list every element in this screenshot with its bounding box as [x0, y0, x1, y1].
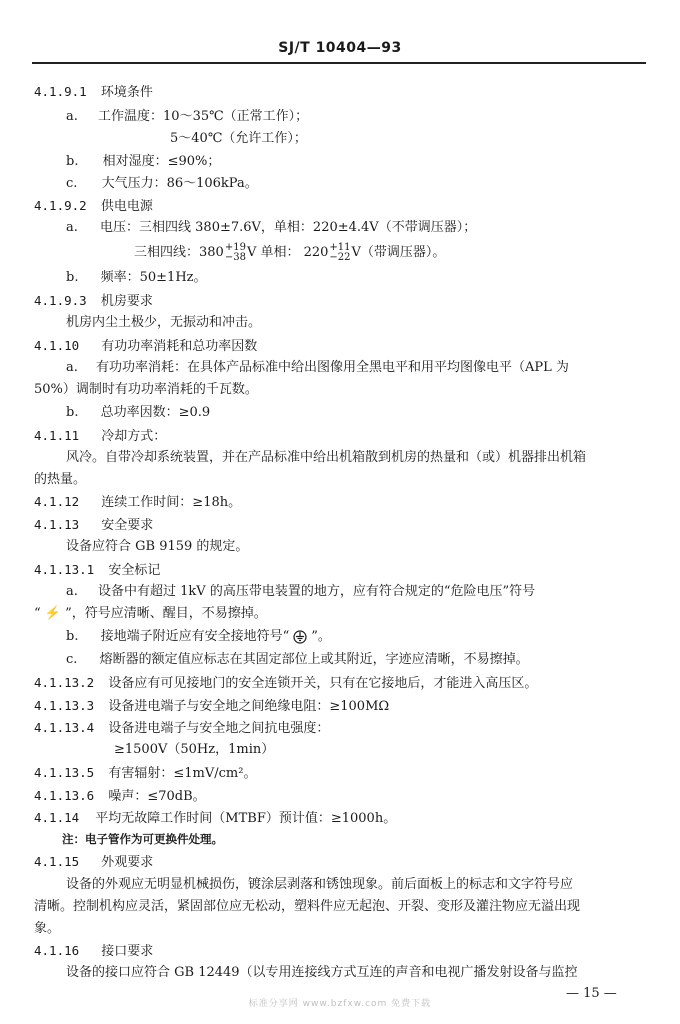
item-text: 熔断器的额定值应标志在其固定部位上或其附近，字迹应清晰，不易擦掉。: [99, 652, 529, 667]
cooling-text: 风冷。自带冷却系统装置，并在产品标准中给出机箱散到机房的热量和（或）机器排出机箱: [66, 450, 587, 465]
clause-title: 外观要求: [101, 855, 154, 870]
appearance-text: 设备的外观应无明显机械损伤，镀涂层剥落和锈蚀现象。前后面板上的标志和文字符号应: [66, 877, 574, 892]
clause-4-1-13-2: [34, 673, 537, 694]
item-text: 设备中有超过 1kV 的高压带电装置的地方，应有符合规定的“危险电压”符号: [98, 584, 536, 599]
item-a-voltage: [66, 218, 476, 238]
clause-number: 4.1.16: [34, 943, 80, 958]
item-text: 频率：50±1Hz。: [100, 270, 207, 285]
three-phase-label: 三相四线：380: [134, 245, 224, 260]
clause-title: 机房要求: [100, 294, 153, 309]
clause-4-1-9-3: [34, 291, 153, 312]
clause-number: 4.1.13.3: [34, 698, 95, 713]
header-rule: [32, 62, 646, 64]
clause-number: 4.1.13.6: [34, 788, 95, 803]
item-a-active-power: [66, 358, 569, 378]
item-c-pressure: [66, 174, 258, 194]
item-text: 大气压力：86～106kPa。: [101, 176, 258, 191]
clause-4-1-13: [34, 515, 153, 536]
clause-title: 接口要求: [101, 944, 154, 959]
clause-title: 冷却方式：: [101, 429, 167, 444]
clause-title: 供电电源: [100, 199, 153, 214]
item-text: 有功功率消耗：在具体产品标准中给出图像用全黑电平和用平均图像电平（APL 为: [96, 360, 569, 375]
regulator-note: V（带调压器）。: [351, 245, 446, 260]
clause-4-1-13-3: [34, 696, 389, 717]
clause-number: 4.1.14: [34, 810, 80, 825]
mtbf-note: 注：电子管作为可更换件处理。: [62, 832, 223, 846]
clause-number: 4.1.15: [34, 854, 80, 869]
tolerance-fraction-1: [225, 243, 246, 263]
item-text-end: ”。: [311, 629, 331, 644]
room-requirement-text: 机房内尘土极少，无振动和冲击。: [66, 315, 262, 330]
protective-earth-icon: [293, 630, 307, 644]
clause-number: 4.1.13: [34, 517, 80, 532]
tolerance-lower: −22: [329, 251, 351, 263]
item-marker: a.: [66, 109, 78, 124]
clause-4-1-13-6: [34, 786, 206, 807]
item-c-fuse-mark: [66, 650, 529, 670]
item-a-temperature: [66, 107, 308, 127]
clause-4-1-13-5: [34, 763, 256, 784]
clause-number: 4.1.9.2: [34, 198, 87, 213]
item-a-high-voltage-mark: [66, 582, 535, 602]
clause-number: 4.1.12: [34, 494, 80, 509]
watermark: 标准分享网 www.bzfxw.com 免费下载: [248, 999, 432, 1009]
clause-title: 安全要求: [101, 518, 154, 533]
tolerance-lower: −38: [224, 251, 246, 263]
standard-code-header: SJ/T 10404—93: [278, 40, 402, 56]
safety-standard-text: 设备应符合 GB 9159 的规定。: [66, 539, 249, 554]
item-marker: b.: [66, 270, 79, 285]
item-text: 相对湿度：≤90%；: [102, 154, 221, 169]
clause-number: 4.1.11: [34, 428, 80, 443]
item-marker: a.: [66, 220, 78, 235]
interface-text: 设备的接口应符合 GB 12449（以专用连接线方式互连的声音和电视广播发射设备与监控: [66, 965, 578, 980]
page-number: — 15 —: [566, 986, 617, 1001]
item-marker: b.: [66, 154, 79, 169]
item-marker: c.: [66, 176, 78, 191]
clause-text: 平均无故障工作时间（MTBF）预计值：≥1000h。: [95, 811, 397, 826]
dielectric-strength-value: ≥1500V（50Hz，1min）: [114, 742, 275, 757]
tolerance-fraction-2: [329, 243, 350, 263]
item-b-frequency: [66, 268, 207, 288]
clause-title: 环境条件: [100, 85, 153, 100]
clause-number: 4.1.9.3: [34, 293, 87, 308]
voltage-with-regulator: [134, 240, 445, 266]
appearance-text-end: 象。: [34, 921, 61, 936]
clause-number: 4.1.13.1: [34, 562, 95, 577]
clause-4-1-12: [34, 492, 241, 513]
item-marker: b.: [66, 629, 79, 644]
item-text: 电压：三相四线 380±7.6V，单相：220±4.4V（不带调压器）；: [100, 220, 477, 235]
clause-title: 有功功率消耗和总功率因数: [101, 339, 258, 354]
item-marker: a.: [66, 360, 78, 375]
item-marker: b.: [66, 405, 79, 420]
clause-number: 4.1.10: [34, 338, 80, 353]
item-a-active-power-cont: 50%）调制时有功功率消耗的千瓦数。: [34, 382, 258, 397]
item-marker: a.: [66, 584, 78, 599]
item-b-power-factor: [66, 403, 210, 423]
clause-text: 设备进电端子与安全地之间绝缘电阻：≥100MΩ: [108, 699, 390, 714]
appearance-text-cont: 清晰。控制机构应灵活，紧固部位应无松动，塑料件应无起泡、开裂、变形及灌注物应无溢出现: [34, 899, 581, 914]
clause-4-1-14: [34, 808, 396, 829]
clause-number: 4.1.9.1: [34, 84, 87, 99]
cooling-text-cont: 的热量。: [34, 472, 87, 487]
item-text: 工作温度：10～35℃（正常工作）；: [98, 109, 309, 124]
item-marker: c.: [66, 652, 78, 667]
clause-4-1-16: [34, 941, 153, 962]
tolerance-upper: +11: [329, 241, 351, 253]
clause-4-1-15: [34, 852, 153, 873]
clause-number: 4.1.13.5: [34, 765, 95, 780]
clause-title: 连续工作时间：≥18h。: [101, 495, 242, 510]
item-a-temperature-cont: 5～40℃（允许工作）；: [170, 131, 307, 146]
clause-4-1-9-2: [34, 196, 153, 217]
clause-4-1-11: [34, 426, 166, 447]
clause-number: 4.1.13.4: [34, 720, 95, 735]
clause-number: 4.1.13.2: [34, 675, 95, 690]
item-a-high-voltage-mark-cont: “ ⚡ ”，符号应清晰、醒目，不易擦掉。: [34, 606, 267, 621]
tolerance-upper: +19: [224, 241, 246, 253]
clause-text: 有害辐射：≤1mV/cm²。: [108, 766, 257, 781]
clause-4-1-13-1: [34, 560, 160, 581]
clause-title: 安全标记: [108, 563, 161, 578]
item-b-humidity: [66, 152, 220, 172]
clause-4-1-10: [34, 336, 257, 357]
single-phase-label: V 单相： 220: [246, 245, 329, 260]
clause-text: 噪声：≤70dB。: [108, 789, 206, 804]
item-text: 总功率因数：≥0.9: [100, 405, 211, 420]
clause-text: 设备应有可见接地门的安全连锁开关，只有在它接地后，才能进入高压区。: [108, 676, 538, 691]
item-text: 接地端子附近应有安全接地符号“: [100, 629, 290, 644]
clause-text: 设备进电端子与安全地之间抗电强度：: [108, 721, 330, 736]
item-b-ground-mark: [66, 627, 331, 647]
clause-4-1-9-1: [34, 82, 153, 103]
clause-4-1-13-4: [34, 718, 329, 739]
